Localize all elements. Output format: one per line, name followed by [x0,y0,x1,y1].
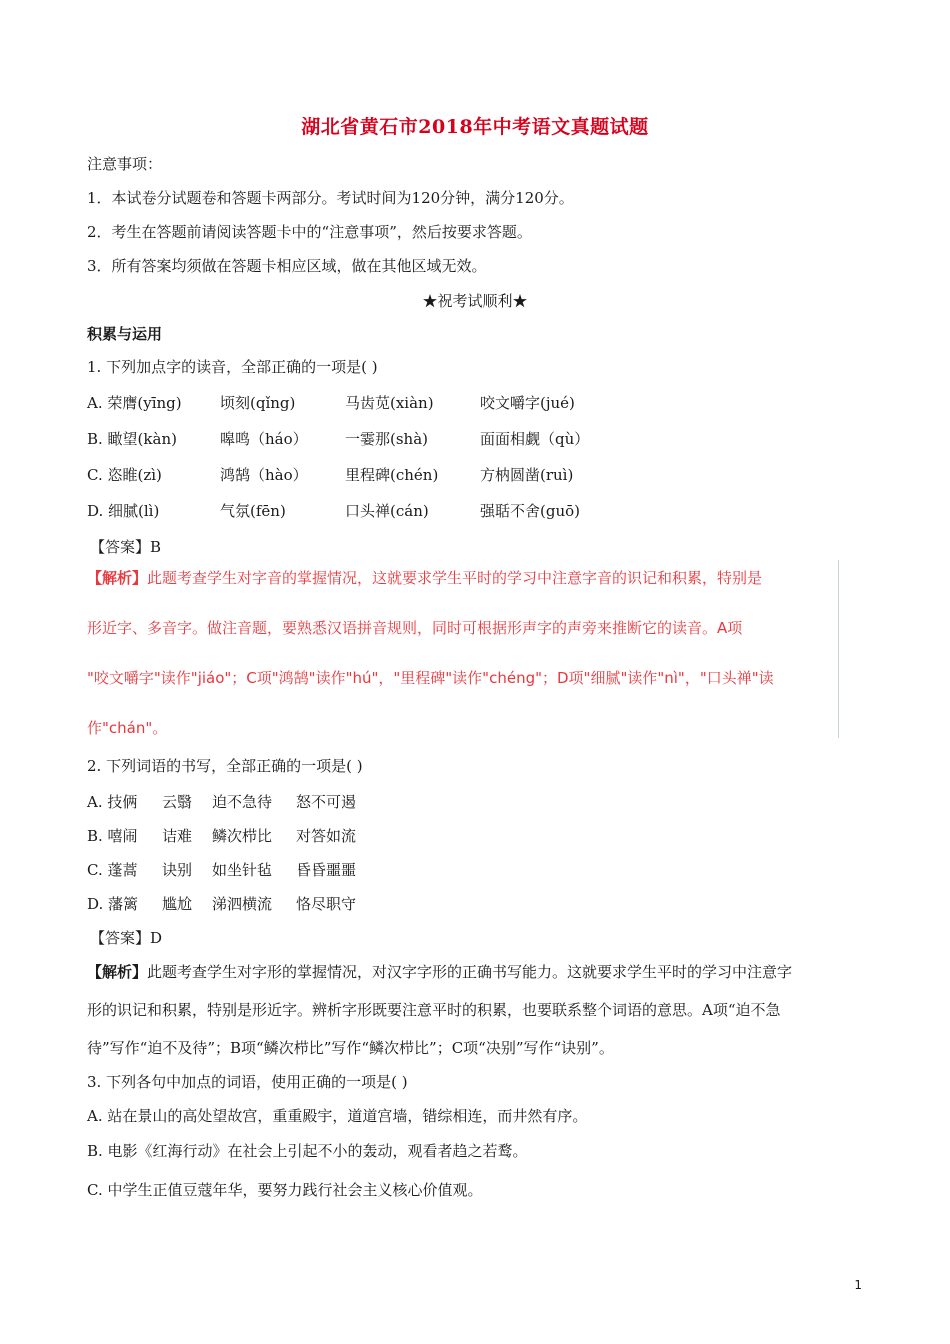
blessing-line: ★祝考试顺利★ [422,292,528,310]
option-item: 方枘圆凿(ruì) [480,466,574,484]
option-item: 面面相觑（qù） [480,430,590,448]
option-item: 顷刻(qǐng) [220,394,296,412]
question-2-stem: 2. 下列词语的书写，全部正确的一项是( ) [87,757,363,775]
option-item: 咬文嚼字(jué) [480,394,575,412]
option-item: 一霎那(shà) [345,430,429,448]
option-item: 迫不急待 [212,793,273,811]
option-item: A. 荣膺(yīng) [87,394,182,412]
option-item: 诘难 [162,827,193,845]
option-item: 昏昏噩噩 [296,861,357,879]
option-item: C. 恣睢(zì) [87,466,162,484]
question-3-stem: 3. 下列各句中加点的词语，使用正确的一项是( ) [87,1073,408,1091]
question-1-analysis-line: 【解析】此题考查学生对字音的掌握情况，这就要求学生平时的学习中注意字音的识记和积累，特别是 [87,569,763,587]
option-item: 涕泗横流 [212,895,273,913]
analysis-tag: 【解析】 [87,569,148,587]
option-item: C. 中学生正值豆蔻年华，要努力践行社会主义核心价值观。 [87,1181,483,1199]
option-item: D. 藩篱 [87,895,139,913]
page-number: 1 [854,1278,862,1292]
document-title: 湖北省黄石市2018年中考语文真题试题 [301,116,649,138]
option-item: B. 嘻闹 [87,827,138,845]
option-item: 嗥鸣（háo） [220,430,308,448]
question-1-analysis-line: "咬文嚼字"读作"jiáo"；C项"鸿鹄"读作"hú"，"里程碑"读作"chéng"；D项"细腻"读作"nì"，"口头禅"读 [87,669,774,687]
option-item: B. 电影《红海行动》在社会上引起不小的轰动，观看者趋之若鹜。 [87,1142,528,1160]
section-heading: 积累与运用 [87,325,163,343]
option-item: A. 技俩 [87,793,138,811]
option-item: 里程碑(chén) [345,466,439,484]
question-2-analysis-line: 形的识记和积累，特别是形近字。辨析字形既要注意平时的积累，也要联系整个词语的意思。A项“迫不急 [87,1001,781,1019]
question-2-analysis-line: 待”写作“迫不及待”；B项“鳞次栉比”写作“鳞次栉比”；C项“决别”写作“诀别”。 [87,1039,614,1057]
option-item: 鸿鹄（hào） [220,466,308,484]
option-item: 强聒不舍(guō) [480,502,580,520]
question-1-analysis-line: 作"chán"。 [87,719,168,737]
option-item: 鳞次栉比 [212,827,273,845]
option-item: D. 细腻(lì) [87,502,160,520]
question-1-stem: 1. 下列加点字的读音，全部正确的一项是( ) [87,358,378,376]
option-item: 气氛(fēn) [220,502,286,520]
option-item: 尴尬 [162,895,193,913]
option-item: 云翳 [162,793,193,811]
option-item: C. 蓬蒿 [87,861,138,879]
option-item: 怒不可遏 [296,793,357,811]
margin-rule [838,560,839,738]
analysis-tag: 【解析】 [87,963,148,981]
option-item: 如坐针毡 [212,861,273,879]
option-item: 对答如流 [296,827,357,845]
option-item: 马齿苋(xiàn) [345,394,434,412]
question-1-answer: 【答案】B [90,538,162,556]
question-2-analysis-line: 【解析】此题考查学生对字形的掌握情况，对汉字字形的正确书写能力。这就要求学生平时的学习中注意字 [87,963,793,981]
question-1-analysis-line: 形近字、多音字。做注音题，要熟悉汉语拼音规则，同时可根据形声字的声旁来推断它的读音。A项 [87,619,743,637]
option-item: A. 站在景山的高处望故宫，重重殿宇，道道宫墙，错综相连，而井然有序。 [87,1107,588,1125]
option-item: 诀别 [162,861,193,879]
option-item: 恪尽职守 [296,895,357,913]
note-item: 2．考生在答题前请阅读答题卡中的“注意事项”，然后按要求答题。 [87,223,532,241]
question-2-answer: 【答案】D [90,929,163,947]
note-item: 1．本试卷分试题卷和答题卡两部分。考试时间为120分钟，满分120分。 [87,189,574,207]
notes-heading: 注意事项： [87,155,163,173]
option-item: B. 瞰望(kàn) [87,430,177,448]
note-item: 3．所有答案均须做在答题卡相应区域，做在其他区域无效。 [87,257,487,275]
option-item: 口头禅(cán) [345,502,429,520]
